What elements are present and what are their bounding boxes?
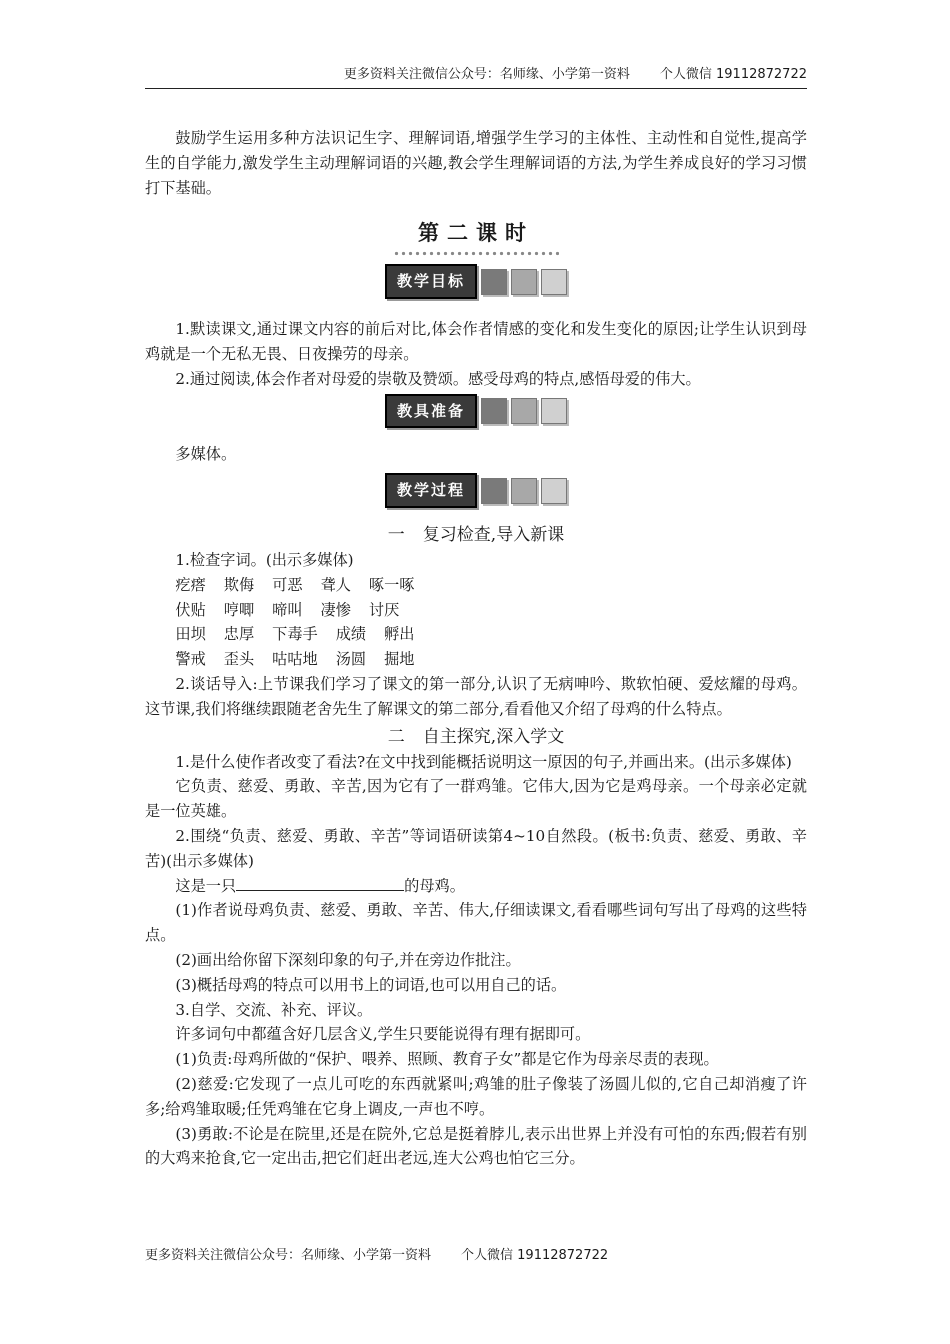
banner-process xyxy=(145,473,807,508)
section-2-title: 自主探究,深入学文 xyxy=(422,726,565,747)
word: 下毒手 xyxy=(272,625,318,644)
banner-square-dark xyxy=(481,398,507,424)
header-wechat: 个人微信 19112872722 xyxy=(659,67,807,82)
lesson-title xyxy=(145,220,807,258)
word: 忠厚 xyxy=(223,625,255,644)
word: 成绩 xyxy=(335,625,367,644)
banner-square-dark xyxy=(481,269,507,295)
banner-tools-label: 教具准备 xyxy=(385,394,477,429)
banner-square-light xyxy=(541,269,567,295)
section-2-question-2: 2.围绕“负责、慈爱、勇敢、辛苦”等词语研读第4~10自然段。(板书:负责、慈爱、勇敢、辛苦)(出示多媒体) xyxy=(145,826,807,870)
sub-question-2: (2)画出给你留下深刻印象的句子,并在旁边作批注。 xyxy=(175,950,521,969)
section-2-question-1: 1.是什么使作者改变了看法?在文中找到能概括说明这一原因的句子,并画出来。(出示多媒体) xyxy=(175,752,792,771)
page-footer xyxy=(145,1247,608,1265)
word: 啄一啄 xyxy=(368,575,415,594)
banner-square-mid xyxy=(511,478,537,504)
word-row xyxy=(145,598,807,623)
word: 欺侮 xyxy=(223,575,255,594)
word-row xyxy=(145,647,807,672)
section-2-question-3: 3.自学、交流、补充、评议。 xyxy=(175,1000,373,1019)
document-body xyxy=(145,126,807,1171)
fill-prefix: 这是一只 xyxy=(175,876,237,895)
fill-blank xyxy=(236,874,404,891)
point-loving: (2)慈爱:它发现了一点儿可吃的东西就紧叫;鸡雏的肚子像装了汤圆儿似的,它自己却消瘦了许多;给鸡雏取暖;任凭鸡雏在它身上调皮,一声也不哼。 xyxy=(145,1074,807,1118)
point-responsible: (1)负责:母鸡所做的“保护、喂养、照顾、教育子女”都是它作为母亲尽责的表现。 xyxy=(175,1050,719,1069)
point-brave: (3)勇敢:不论是在院里,还是在院外,它总是挺着脖儿,表示出世界上并没有可怕的东西;假若有别的大鸡来抢食,它一定出击,把它们赶出老远,连大公鸡也怕它三分。 xyxy=(145,1124,807,1168)
sub-question-3: (3)概括母鸡的特点可以用书上的词语,也可以用自己的话。 xyxy=(175,975,567,994)
word: 田坝 xyxy=(175,625,206,644)
banner-goals-label: 教学目标 xyxy=(385,264,477,299)
word: 警戒 xyxy=(175,650,206,669)
word-row xyxy=(145,573,807,598)
lesson-title-dots xyxy=(393,250,559,258)
goal-2: 2.通过阅读,体会作者对母爱的崇敬及赞颂。感受母鸡的特点,感悟母爱的伟大。 xyxy=(175,369,701,388)
page-header xyxy=(145,66,807,89)
word: 啼叫 xyxy=(272,600,303,619)
word: 哼唧 xyxy=(223,600,255,619)
fill-in-line xyxy=(145,874,807,899)
word: 咕咕地 xyxy=(272,650,318,669)
goal-1: 1.默读课文,通过课文内容的前后对比,体会作者情感的变化和发生变化的原因;让学生认识到母鸡就是一个无私无畏、日夜操劳的母亲。 xyxy=(145,320,807,363)
word: 聋人 xyxy=(320,575,351,594)
section-2-answer-1: 它负责、慈爱、勇敢、辛苦,因为它有了一群鸡雏。它伟大,因为它是鸡母亲。一个母亲必定就是一位英雄。 xyxy=(145,777,807,821)
word: 掘地 xyxy=(384,650,415,669)
fill-suffix: 的母鸡。 xyxy=(404,876,465,895)
word: 可恶 xyxy=(272,575,303,594)
section-2-number: 二 xyxy=(387,726,405,747)
banner-tools xyxy=(145,394,807,429)
banner-goals xyxy=(145,264,807,299)
section-1-number: 一 xyxy=(387,524,405,545)
banner-square-mid xyxy=(511,269,537,295)
word: 歪头 xyxy=(223,650,255,669)
banner-square-light xyxy=(541,478,567,504)
footer-public-account: 更多资料关注微信公众号：名师缘、小学第一资料 xyxy=(145,1248,432,1263)
banner-square-dark xyxy=(481,478,507,504)
section-1-title: 复习检查,导入新课 xyxy=(422,524,565,545)
word: 疙瘩 xyxy=(175,575,206,594)
section-2-note: 许多词句中都蕴含好几层含义,学生只要能说得有理有据即可。 xyxy=(175,1025,591,1044)
intro-paragraph: 鼓励学生运用多种方法识记生字、理解词语,增强学生学习的主体性、主动性和自觉性,提高学生的自学能力,激发学生主动理解词语的兴趣,教会学生理解词语的方法,为学生养成良好的学习习惯打下基础。 xyxy=(145,129,807,197)
word: 孵出 xyxy=(384,625,415,644)
word: 汤圆 xyxy=(335,650,367,669)
section-1-item-1: 1.检查字词。(出示多媒体) xyxy=(175,550,354,569)
tools-text: 多媒体。 xyxy=(175,445,237,464)
word-row xyxy=(145,622,807,647)
section-1-item-2: 2.谈话导入:上节课我们学习了课文的第一部分,认识了无病呻吟、欺软怕硬、爱炫耀的母鸡。这节课,我们将继续跟随老舍先生了解课文的第二部分,看看他又介绍了母鸡的什么特点。 xyxy=(145,674,807,718)
word: 凄惨 xyxy=(320,600,351,619)
section-1-heading xyxy=(145,522,807,548)
footer-wechat: 个人微信 19112872722 xyxy=(461,1248,609,1263)
banner-square-light xyxy=(541,398,567,424)
banner-square-mid xyxy=(511,398,537,424)
section-2-heading xyxy=(145,724,807,750)
header-public-account: 更多资料关注微信公众号：名师缘、小学第一资料 xyxy=(343,67,630,82)
banner-process-label: 教学过程 xyxy=(385,473,477,508)
lesson-title-text: 第二课时 xyxy=(418,221,534,246)
sub-question-1: (1)作者说母鸡负责、慈爱、勇敢、辛苦、伟大,仔细读课文,看看哪些词句写出了母鸡的这些特点。 xyxy=(145,901,807,945)
word: 伏贴 xyxy=(175,600,206,619)
word: 讨厌 xyxy=(368,600,400,619)
